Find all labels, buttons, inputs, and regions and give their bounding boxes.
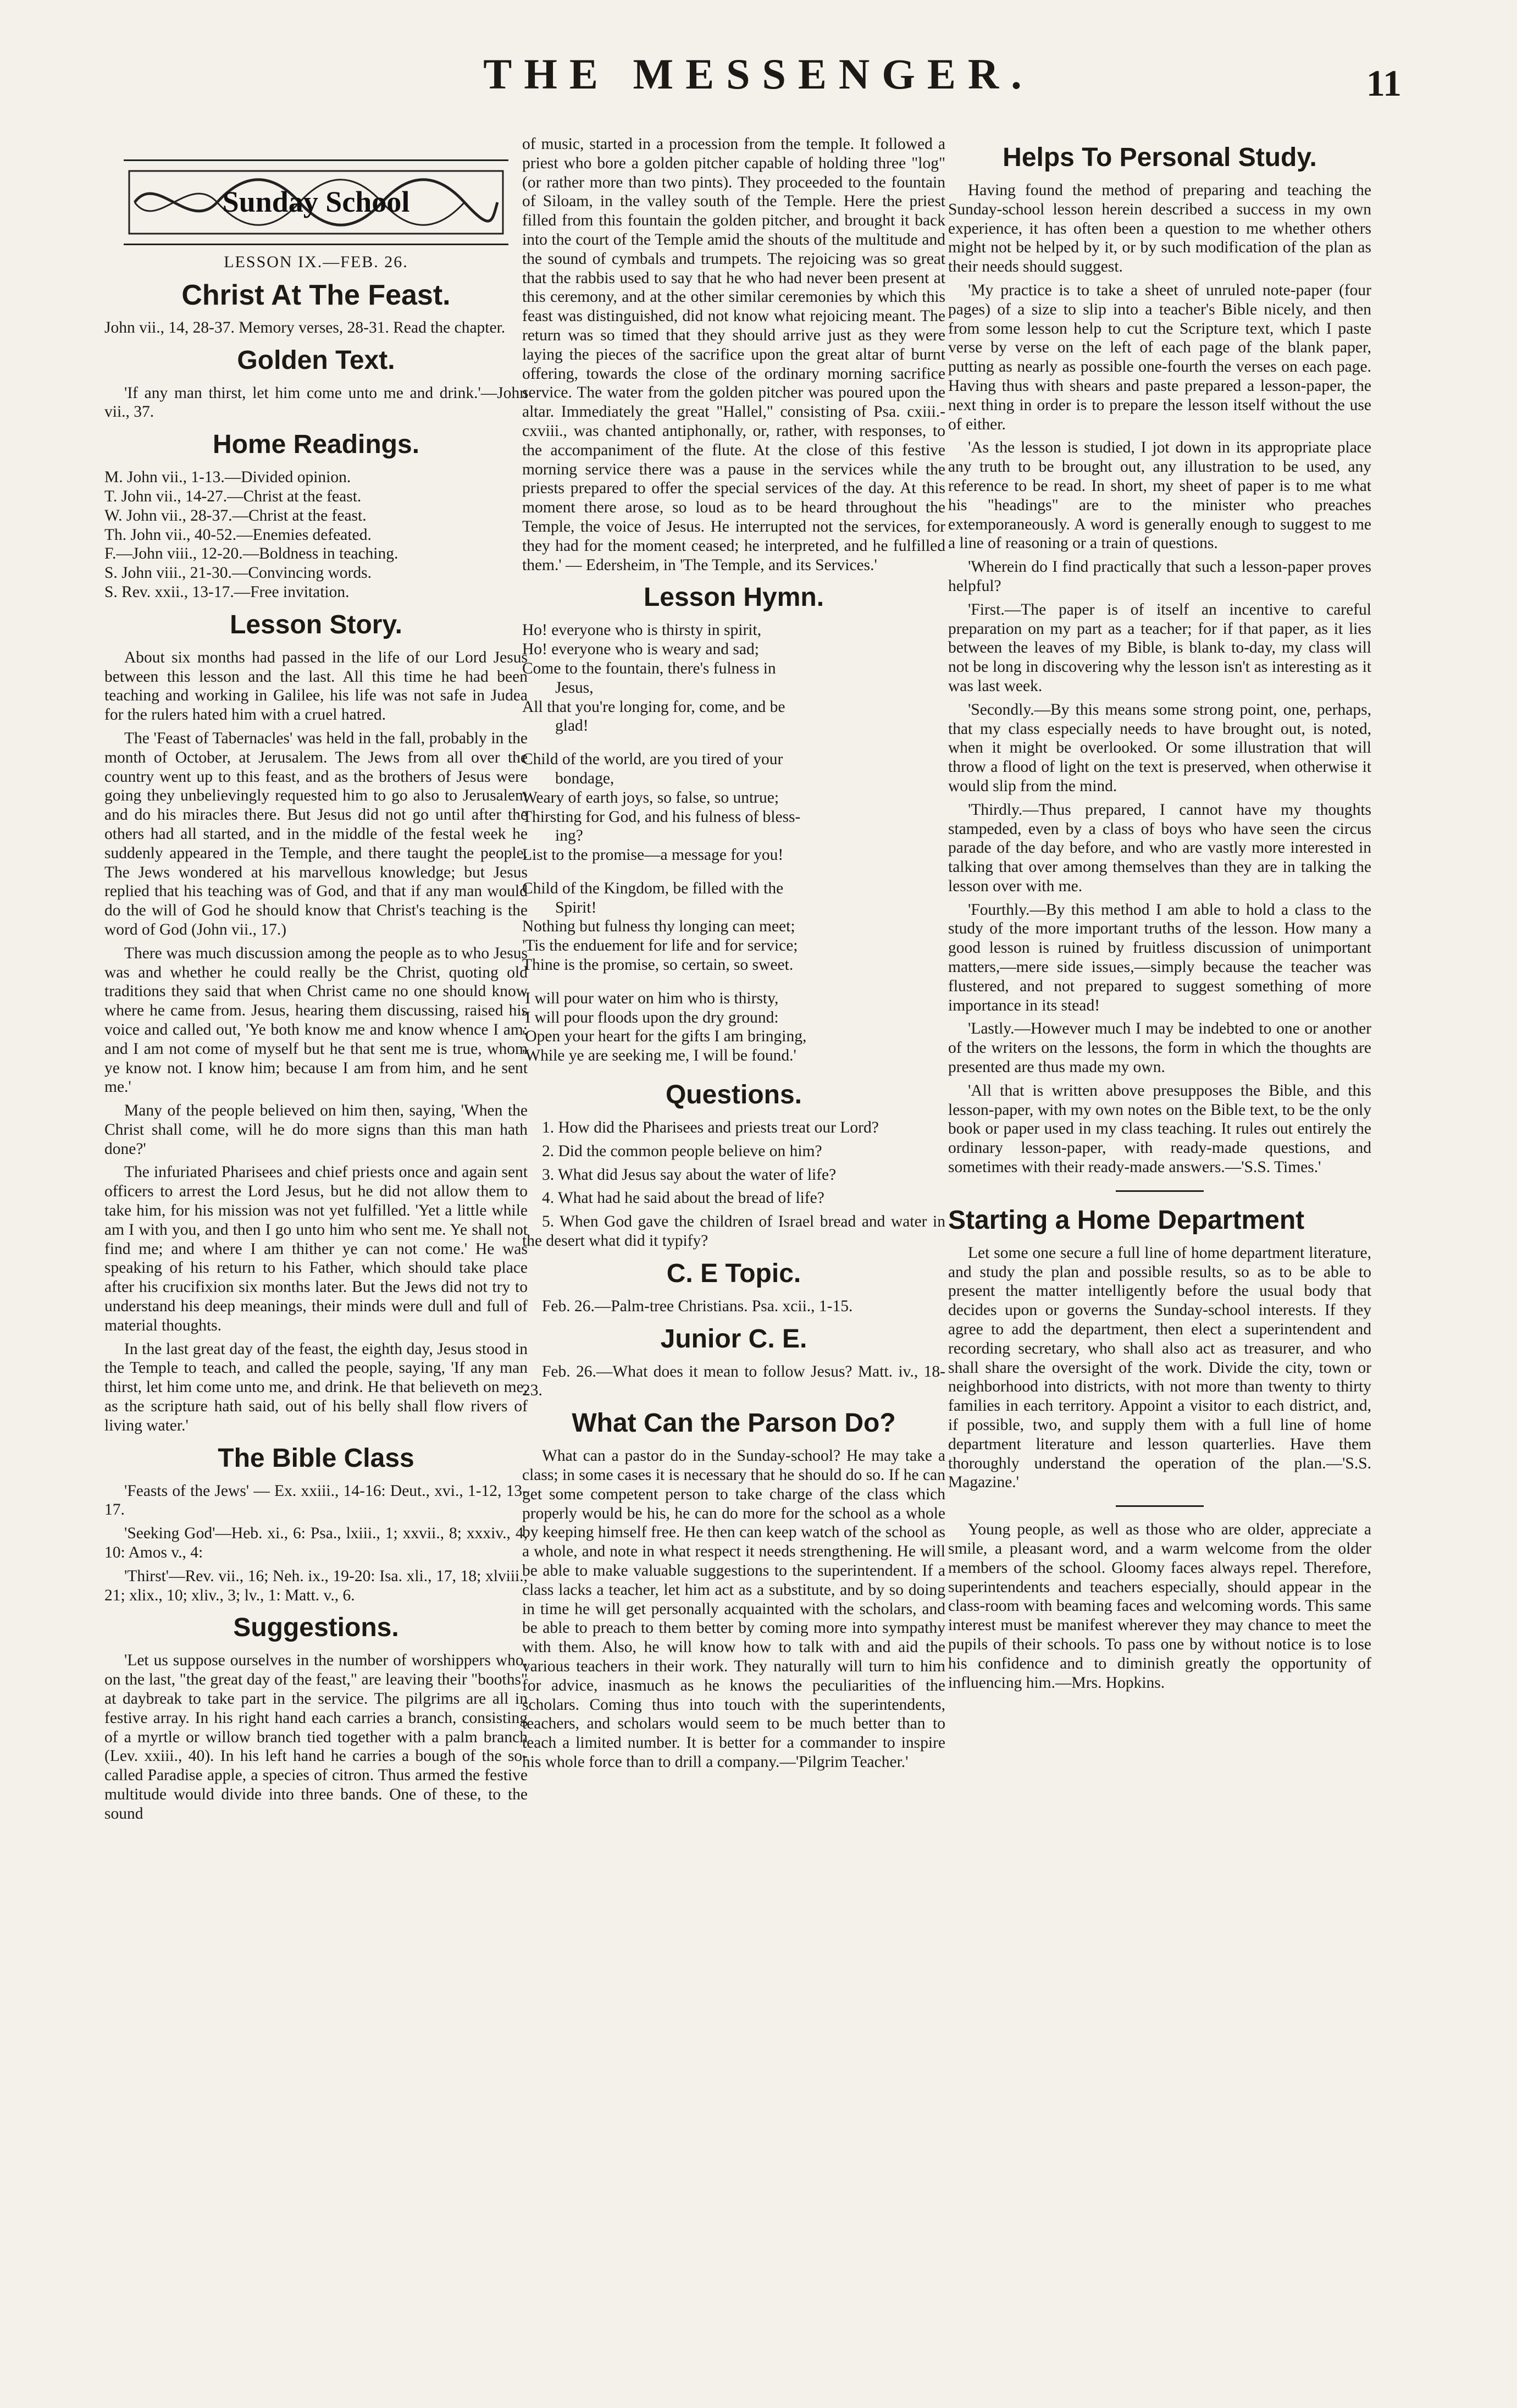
lesson-title: Christ At The Feast. [181,279,451,311]
section-divider [1116,1505,1204,1507]
hymn-line: Child of the Kingdom, be filled with the [522,879,784,897]
hymn-line: Thirsting for God, and his fulness of bless- [522,808,801,826]
story-paragraph: About six months had passed in the life of our Lord Jesus between this lesson and the last. All this time he had been teaching and working in Galilee, his life was not safe in Judea for the rulers hated him with a cruel hatred. [104,648,528,724]
helps-paragraph: 'First.—The paper is of itself an incentive to careful preparation on my part as a teacher; for if that paper, as it lies between the leaves of my Bible, is blank to-day, my class will not be long in discovering why the lesson isn't as interesting as it was last week. [948,600,1371,695]
hymn-line: Spirit! [555,898,597,916]
young-people-text: Young people, as well as those who are older, appreciate a smile, a pleasant word, and a warm welcome from the older members of the school. Gloomy faces always repel. Therefore, superintendents and teachers especially, should appear in the class-room with beaming faces and welcoming words. This same interest must be manifest wherever they may chance to meet the pupils of their schools. To pass one by without notice is to lose his confidence and to diminish greatly the opportunity of influencing him.—Mrs. Hopkins. [948,1521,1371,1692]
hymn-line: Come to the fountain, there's fulness in [522,659,776,677]
story-paragraph: The infuriated Pharisees and chief priests once and again sent officers to arrest the Lord Jesus, but he did not allow them to take him, for his mission was not yet fulfilled. 'Yet a little while am I with you, and then I go unto him who sent me. Ye shall not find me; and where I am thither ye can not come.' He was speaking of his return to his Father, which should take place after his crucifixion six months later. But the Jews did not try to understand his deep meanings, their minds were dull and full of material thoughts. [104,1163,528,1334]
hymn-stanza [522,879,945,975]
ce-topic-text: Feb. 26.—Palm-tree Christians. Psa. xcii., 1-15. [542,1297,853,1315]
helps-paragraph: 'As the lesson is studied, I jot down in its appropriate place any truth to be brought out, any illustration to be used, any reference to be read. In short, my sheet of paper is to me what his "headings" are to the minister who preaches extemporaneously. A word is generally enough to suggest to me a line of reasoning or a train of questions. [948,439,1371,553]
hymn-line: All that you're longing for, come, and be [522,698,785,716]
story-paragraph: There was much discussion among the people as to who Jesus was and whether he could really be the Christ, quoting old traditions they said that when Christ came no one should know where he came from. Jesus, hearing them discussing, raised his voice and called out, 'Ye both know me and know whence I am: and I am not come of myself but he that sent me is true, whom ye know not. I know him; because I am from him, and he sent me.' [104,944,528,1096]
hymn-line: Ho! everyone who is thirsty in spirit, [522,621,762,639]
story-paragraph: The 'Feast of Tabernacles' was held in the fall, probably in the month of October, at Jerusalem. The Jews from all over the country went up to this feast, and as the brothers of Jesus were going they unbelievingly requested him to go also to Jerusalem and do his miracles there. But Jesus did not go until after the others had all started, and in the middle of the festal week he suddenly appeared in the Temple, and there taught the people. The Jews wondered at his marvellous knowledge; but Jesus replied that his teaching was of God, and that if any man would do the will of God he should know that Christ's teaching is the word of God (John vii., 17.) [104,729,528,938]
hymn-line: 'Tis the enduement for life and for service; [522,937,798,955]
helps-paragraph: 'Wherein do I find practically that such a lesson-paper proves helpful? [948,558,1371,595]
svg-text:Sunday School: Sunday School [222,185,410,218]
lesson-reference: John vii., 14, 28-37. Memory verses, 28-31. Read the chapter. [104,318,506,336]
page-number: 11 [1366,62,1402,104]
column-3 [948,135,1371,1697]
ornamental-logo-icon [124,161,508,244]
sunday-school-logo [124,159,508,245]
junior-ce-text: Feb. 26.—What does it mean to follow Jesus? Matt. iv., 18-23. [522,1362,945,1400]
hymn-line: ing? [555,827,583,845]
helps-paragraph: 'Thirdly.—Thus prepared, I cannot have my thoughts stampeded, even by a class of boys who have seen the circus parade of the day before, and who are vastly more interested in talking that over among themselves than they are in talking the lesson over with me. [948,800,1371,895]
hymn-line: Child of the world, are you tired of your [522,750,783,769]
hymn-line: bondage, [555,769,614,787]
suggestions-heading: Suggestions. [233,1613,399,1643]
reading-item: Th. John vii., 40-52.—Enemies defeated. [104,526,372,544]
hymn-line: Nothing but fulness thy longing can meet; [522,918,795,936]
question-item: 5. When God gave the children of Israel bread and water in the desert what did it typify? [522,1213,945,1250]
column-1 [104,159,528,1828]
hymn-line: List to the promise—a message for you! [522,846,784,864]
helps-paragraph: 'Lastly.—However much I may be indebted to one or another of the writers on the lessons, the form in which the thoughts are presented are thus made my own. [948,1020,1371,1076]
suggestions-text: 'Let us suppose ourselves in the number of worshippers who, on the last, "the great day of the feast," are leaving their "booths" at daybreak to take part in the service. The pilgrims are all in festive array. In his right hand each carries a branch, consisting of a myrtle or willow branch tied together with a palm branch (Lev. xxiii., 40). In his left hand he carries a bough of the so-called Paradise apple, a species of citron. Thus armed the festive multitude would divide into three bands. One of these, to the sound [104,1652,528,1822]
hymn-line: 'Open your heart for the gifts I am bringing, [522,1028,807,1046]
helps-heading: Helps To Personal Study. [1003,143,1317,172]
hymn-line: Thine is the promise, so certain, so sweet. [522,956,794,974]
hymn-line: 'While ye are seeking me, I will be found.' [522,1047,796,1065]
masthead: THE MESSENGER. [483,50,1034,98]
question-item: 1. How did the Pharisees and priests treat our Lord? [542,1119,879,1137]
hymn-line: 'I will pour floods upon the dry ground: [522,1008,779,1026]
home-readings-list [104,468,528,602]
question-item: 3. What did Jesus say about the water of life? [542,1166,837,1184]
hymn-line: 'I will pour water on him who is thirsty, [522,989,779,1007]
ce-topic-heading: C. E Topic. [666,1258,801,1288]
junior-ce-heading: Junior C. E. [660,1324,807,1354]
hymn-stanza [522,621,945,736]
section-divider [1116,1190,1204,1192]
reading-item: S. Rev. xxii., 13-17.—Free invitation. [104,583,350,601]
reading-item: S. John viii., 21-30.—Convincing words. [104,564,372,582]
reading-item: M. John vii., 1-13.—Divided opinion. [104,468,351,487]
suggestions-continued: of music, started in a procession from the temple. It followed a priest who bore a golden pitcher capable of holding three "log" (or rather more than two pints). They proceeded to the fountain of Siloam, in the valley south of the Temple. Here the priest filled from this fountain the golden pitcher, and brought it back into the court of the Temple amid the shouts of the multitude and the sound of cymbals and trumpets. The rejoicing was so great that the rabbis used to say that he who had never been present at this ceremony, and at the other similar ceremonies by which this feast was distinguished, did not know what rejoicing meant. The return was so timed that they should arrive just as they were laying the pieces of the sacrifice upon the great altar of burnt offering, towards the close of the ordinary morning sacrifice service. The water from the golden pitcher was poured upon the altar. Immediately the great "Hallel," consisting of Psa. cxiii.-cxviii., was chanted antiphonally, or, rather, with responses, to the accompaniment of the flute. At the close of this festive morning service there was a pause in the services while the priests prepared to offer the special services of the day. At this moment there arose, so loud as to be heard throughout the Temple, the voice of Jesus. He interrupted not the services, for they had for the moment ceased; he interpreted, and he fulfilled them.' — Edersheim, in 'The Temple, and its Services.' [522,135,945,574]
reading-item: F.—John viii., 12-20.—Boldness in teaching. [104,545,398,563]
home-readings-heading: Home Readings. [212,430,420,460]
bible-class-item: 'Feasts of the Jews' — Ex. xxiii., 14-16: Deut., xvi., 1-12, 13-17. [104,1482,528,1519]
lesson-hymn-heading: Lesson Hymn. [643,583,824,612]
lesson-label: LESSON IX.—FEB. 26. [224,253,408,271]
story-paragraph: Many of the people believed on him then, saying, 'When the Christ shall come, will he do more signs than this man hath done?' [104,1102,528,1158]
column-2 [522,135,945,1776]
story-paragraph: In the last great day of the feast, the eighth day, Jesus stood in the Temple to teach, and called the people, saying, 'If any man thirst, let him come unto me, and drink. He that believeth on me, as the scripture hath said, out of his belly shall flow rivers of living water.' [104,1340,528,1434]
lesson-story-heading: Lesson Story. [230,610,402,639]
home-department-heading: Starting a Home Department [948,1205,1305,1235]
hymn-line: Ho! everyone who is weary and sad; [522,640,759,659]
home-department-text: Let some one secure a full line of home department literature, and study the plan and possible results, so as to be able to present the matter intelligently before the usual body that decides upon or governs the Sunday-school interests. If they agree to add the department, then elect a superintendent and recording secretary, who shall also act as treasurer, and who shall share the oversight of the work. Divide the city, town or neighborhood into districts, with not more than twenty to thirty families in each territory. Appoint a visitor to each district, and, if possible, two, and supply them with a full line of home department literature and lesson quarterlies. Have them thoroughly understand the operation of the plan.—'S.S. Magazine.' [948,1244,1371,1492]
parson-text: What can a pastor do in the Sunday-school? He may take a class; in some cases it is necessary that he should do so. If he can get some competent person to take charge of the class which properly would be his, he can do more for the school as a whole by keeping himself free. He then can keep watch of the school as a whole, and note in what respect it needs strengthening. He will be able to make valuable suggestions to the superintendent. If a class lacks a teacher, let him act as a substitute, and by so doing in time he will get personally acquainted with the scholars, and be able to preach to them better by coming more into sympathy with them. Also, he will know how to talk with and aid the various teachers in their work. They naturally will turn to him for advice, inasmuch as he knows the peculiarities of the scholars. Coming thus into touch with the superintendents, teachers, and scholars would seem to be much better than to teach a limited number. It is better for a commander to inspire his whole force than to drill a company.—'Pilgrim Teacher.' [522,1447,945,1771]
hymn-line: Weary of earth joys, so false, so untrue; [522,788,779,807]
lesson-hymn [522,621,945,1065]
questions-heading: Questions. [665,1080,802,1110]
question-item: 4. What had he said about the bread of life? [542,1189,824,1207]
hymn-line: glad! [555,717,589,735]
hymn-stanza [522,989,945,1065]
bible-class-item: 'Thirst'—Rev. vii., 16; Neh. ix., 19-20: Isa. xli., 17, 18; xlviii., 21; xlix., 10; xliv., 3; lv., 1: Matt. v., 6. [104,1567,528,1604]
helps-paragraph: 'All that is written above presupposes the Bible, and this lesson-paper, with my own notes on the Bible text, to be the only book or paper used in my class teaching. It rules out entirely the ordinary lesson-paper, with ready-made questions, and sometimes with their ready-made answers.—'S.S. Times.' [948,1081,1371,1177]
helps-paragraph: 'Secondly.—By this means some strong point, one, perhaps, that my class especially needs to have brought out, is noted, when it might be overlooked. Or some illustration that will throw a flood of light on the text is preserved, when otherwise it would slip from the mind. [948,700,1371,795]
question-item: 2. Did the common people believe on him? [542,1142,822,1160]
reading-item: T. John vii., 14-27.—Christ at the feast. [104,487,362,505]
helps-paragraph: Having found the method of preparing and teaching the Sunday-school lesson herein described a success in my own experience, it has often been a question to me whether others might not be helped by it, or by such modification of the plan as their needs should suggest. [948,181,1371,276]
hymn-line: Jesus, [555,678,594,697]
helps-paragraph: 'My practice is to take a sheet of unruled note-paper (four pages) of a size to slip into a teacher's Bible nicely, and then from some lesson help to cut the Scripture text, which I paste verse by verse on the left of each page of the blank paper, putting as nearly as possible one-fourth the verses on each page. Having thus with shears and paste prepared a lesson-paper, the next thing in order is to prepare the lesson itself without the use of either. [948,281,1371,433]
reading-item: W. John vii., 28-37.—Christ at the feast. [104,506,367,524]
bible-class-heading: The Bible Class [218,1443,414,1473]
golden-text: 'If any man thirst, let him come unto me and drink.'—John vii., 37. [104,384,528,421]
bible-class-item: 'Seeking God'—Heb. xi., 6: Psa., lxiii., 1; xxvii., 8; xxxiv., 4, 10: Amos v., 4: [104,1525,528,1562]
hymn-stanza [522,750,945,865]
parson-heading: What Can the Parson Do? [572,1409,896,1438]
golden-text-heading: Golden Text. [237,345,395,375]
helps-paragraph: 'Fourthly.—By this method I am able to hold a class to the study of the more important truths of the lesson. How many a good lesson is ruined by fruitless discussion of unimportant matters,—mere side issues,—simply because the teacher was flustered, and not prepared to suggest something of more importance in its stead! [948,901,1371,1014]
